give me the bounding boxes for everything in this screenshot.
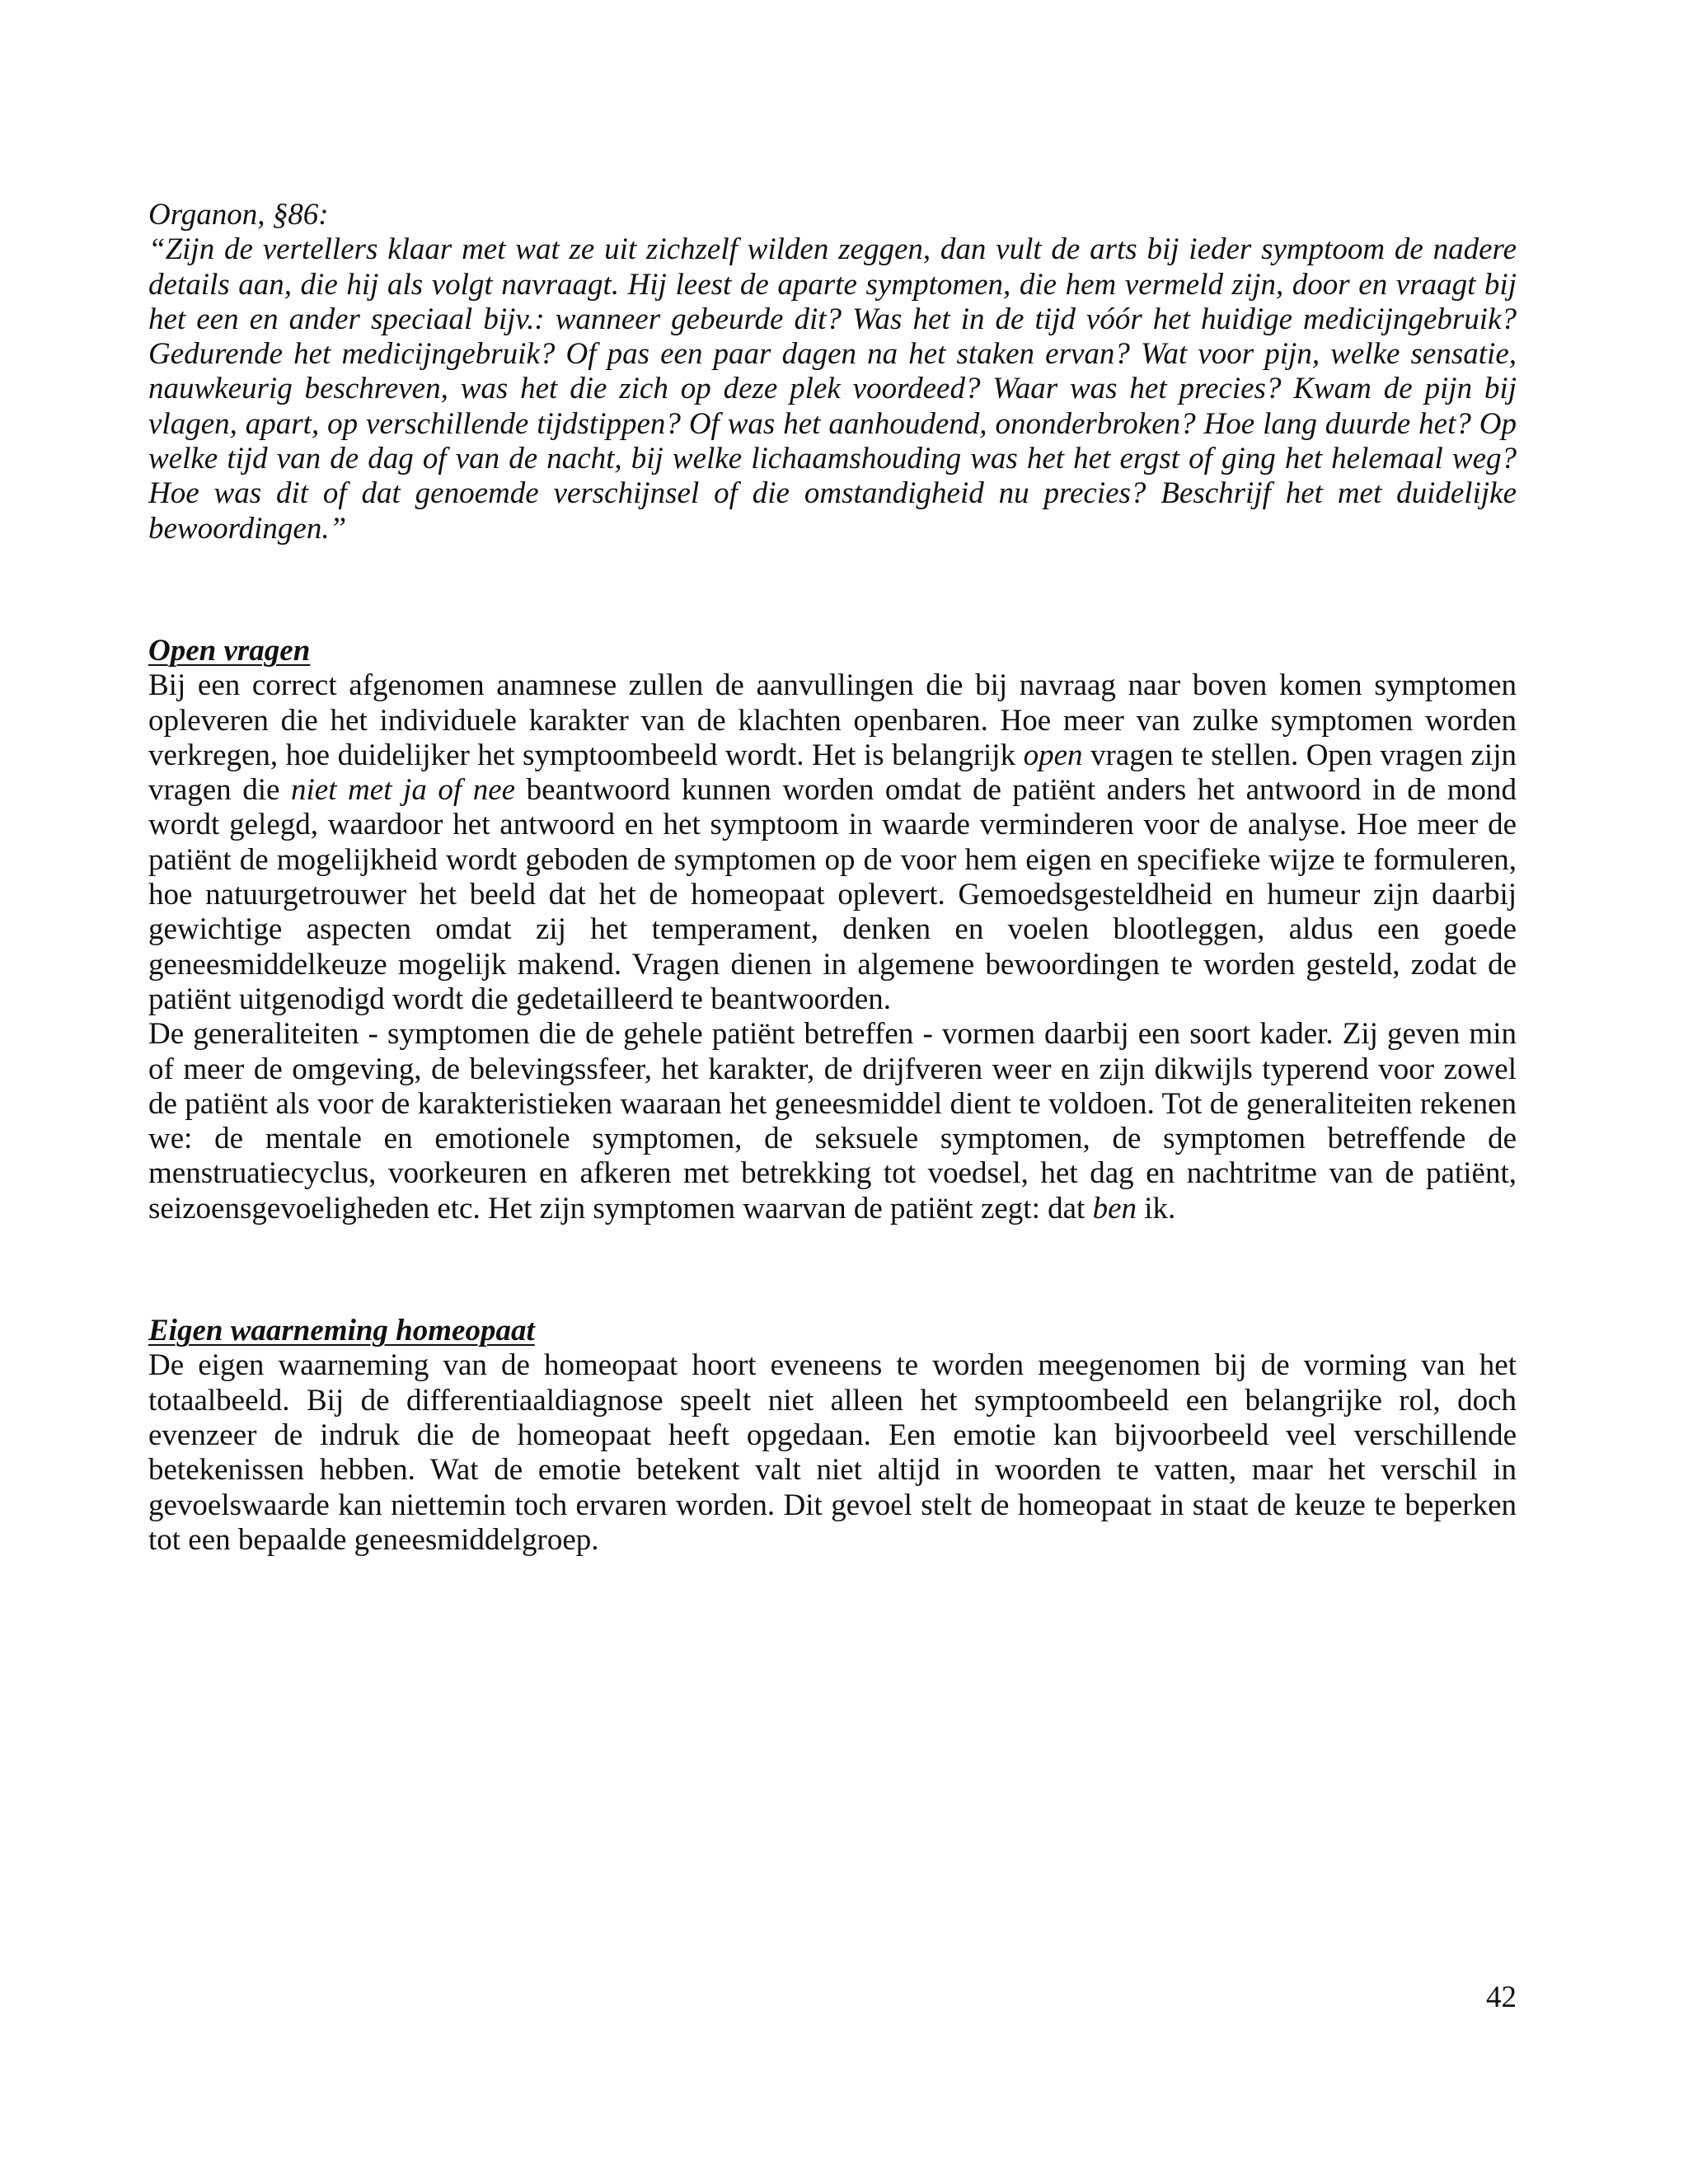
- open-vragen-paragraph-2: [148, 1017, 1517, 1226]
- text-run: De generaliteiten - symptomen die de gehele patiënt betreffen - vormen daarbij een soort kader. Zij geven min of meer de omgeving, de belevingssfeer, het karakter, de drijfveren weer en zijn dikwijls typerend voor zowel de patiënt als voor de karakteristieken waaraan het geneesmiddel dient te voldoen. Tot de generaliteiten rekenen we: de mentale en emotionele symptomen, de seksuele symptomen, de symptomen betreffende de menstruatiecyclus, voorkeuren en afkeren met betrekking tot voedsel, het dag en nachtritme van de patiënt, seizoensgevoeligheden etc. Het zijn symptomen waarvan de patiënt zegt: dat: [148, 1017, 1517, 1226]
- text-run: vragen te stellen. Open vragen zijn vragen die: [148, 738, 1517, 808]
- page-number: 42: [1486, 1980, 1517, 2014]
- document-page: [148, 198, 1517, 1558]
- quote-reference: Organon, §86:: [148, 198, 329, 232]
- quote-text: “Zijn de vertellers klaar met wat ze uit zichzelf wilden zeggen, dan vult de arts bij ieder symptoom de nadere details aan, die hij als volgt navraagt. Hij leest de aparte symptomen, die hem vermeld zijn, door en vraagt bij het een en ander speciaal bijv.: wanneer gebeurde dit? Was het in de tijd vóór het huidige medicijngebruik? Gedurende het medicijngebruik? Of pas een paar dagen na het staken ervan? Wat voor pijn, welke sensatie, nauwkeurig beschreven, was het die zich op deze plek voordeed? Waar was het precies? Kwam de pijn bij vlagen, apart, op verschillende tijdstippen? Of was het aanhoudend, ononderbroken? Hoe lang duurde het? Op welke tijd van de dag of van de nacht, bij welke lichaamshouding was het het ergst of ging het helemaal weg? Hoe was dit of dat genoemde verschijnsel of die omstandigheid nu precies? Beschrijf het met duidelijke bewoordingen.”: [148, 232, 1517, 546]
- open-vragen-paragraph-1: [148, 668, 1517, 1017]
- emphasis-ben: ben: [1092, 1191, 1137, 1226]
- text-run: Bij een correct afgenomen anamnese zullen de aanvullingen die bij navraag naar boven komen symptomen opleveren die het individuele karakter van de klachten openbaren. Hoe meer van zulke symptomen worden verkregen, hoe duidelijker het symptoombeeld wordt. Het is belangrijk: [148, 668, 1517, 772]
- emphasis-niet-met-ja-of-nee: niet met ja of nee: [291, 773, 516, 808]
- organon-quote: [148, 198, 1517, 546]
- eigen-waarneming-paragraph: De eigen waarneming van de homeopaat hoort eveneens te worden meegenomen bij de vorming van het totaalbeeld. Bij de differentiaaldiagnose speelt niet alleen het symptoombeeld een belangrijke rol, doch evenzeer de indruk die de homeopaat heeft opgedaan. Een emotie kan bijvoorbeeld veel verschillende betekenissen hebben. Wat de emotie betekent valt niet altijd in woorden te vatten, maar het verschil in gevoelswaarde kan niettemin toch ervaren worden. Dit gevoel stelt de homeopaat in staat de keuze te beperken tot een bepaalde geneesmiddelgroep.: [148, 1348, 1517, 1557]
- section-heading-open-vragen: Open vragen: [148, 633, 311, 668]
- emphasis-open: open: [1023, 738, 1083, 772]
- section-heading-eigen-waarneming: Eigen waarneming homeopaat: [148, 1314, 535, 1348]
- text-run: beantwoord kunnen worden omdat de patiënt anders het antwoord in de mond wordt gelegd, waardoor het antwoord en het symptoom in waarde verminderen voor de analyse. Hoe meer de patiënt de mogelijkheid wordt geboden de symptomen op de voor hem eigen en specifieke wijze te formuleren, hoe natuurgetrouwer het beeld dat het de homeopaat oplevert. Gemoedsgesteldheid en humeur zijn daarbij gewichtige aspecten omdat zij het temperament, denken en voelen blootleggen, aldus een goede geneesmiddelkeuze mogelijk makend. Vragen dienen in algemene bewoordingen te worden gesteld, zodat de patiënt uitgenodigd wordt die gedetailleerd te beantwoorden.: [148, 773, 1517, 1016]
- section-eigen-waarneming: [148, 1314, 1517, 1558]
- text-run: ik.: [1137, 1191, 1176, 1226]
- section-open-vragen: [148, 634, 1517, 1226]
